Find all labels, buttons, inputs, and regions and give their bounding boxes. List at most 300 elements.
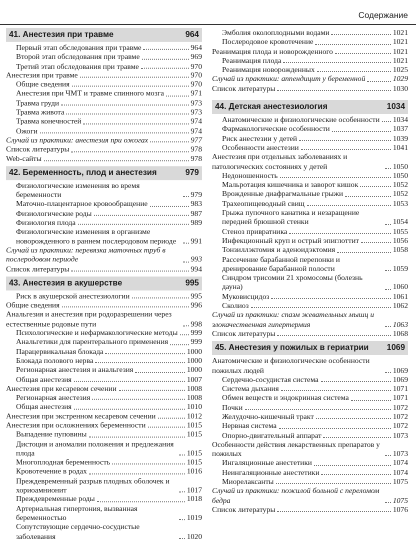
toc-page-number: 1052 bbox=[392, 180, 408, 190]
toc-page-number: 1053 bbox=[392, 198, 408, 208]
toc-entry[interactable] bbox=[6, 181, 202, 199]
toc-page-number: 971 bbox=[190, 89, 202, 99]
dot-leader bbox=[382, 121, 391, 122]
toc-page-number: 1015 bbox=[186, 429, 202, 439]
dot-leader bbox=[276, 483, 391, 484]
toc-entry-title: Стеноз привратника bbox=[222, 226, 288, 236]
dot-leader bbox=[179, 519, 185, 520]
toc-entry-title: Список литературы bbox=[212, 504, 276, 514]
dot-leader bbox=[95, 362, 185, 363]
toc-entry-title: Анестезия при травме bbox=[6, 70, 78, 80]
toc-entry[interactable] bbox=[212, 440, 408, 459]
dot-leader bbox=[112, 464, 185, 465]
toc-entry[interactable] bbox=[6, 145, 202, 154]
chapter-heading-bar[interactable] bbox=[6, 166, 202, 180]
toc-entry-title: Дистоция и аномалии положения и предлежания плода bbox=[16, 439, 174, 458]
toc-entry[interactable] bbox=[6, 71, 202, 80]
dot-leader bbox=[150, 142, 188, 143]
chapter-heading-bar[interactable] bbox=[212, 100, 408, 114]
toc-entry[interactable] bbox=[6, 154, 202, 163]
toc-entry[interactable] bbox=[212, 56, 408, 65]
toc-page-number: 1019 bbox=[186, 513, 202, 523]
dot-leader bbox=[66, 114, 188, 115]
toc-entry[interactable] bbox=[212, 65, 408, 74]
dot-leader bbox=[315, 44, 390, 45]
toc-entry[interactable] bbox=[212, 329, 408, 338]
toc-page-number: 1075 bbox=[392, 477, 408, 487]
dot-leader bbox=[337, 252, 391, 253]
toc-entry-title: Реанимация плода bbox=[222, 55, 282, 65]
toc-page-number: 970 bbox=[190, 79, 202, 89]
toc-page-number: 974 bbox=[190, 116, 202, 126]
toc-page-number: 1071 bbox=[392, 393, 408, 403]
dot-leader bbox=[143, 49, 188, 50]
toc-entry[interactable] bbox=[6, 476, 202, 494]
toc-entry[interactable] bbox=[212, 134, 408, 143]
toc-entry-title: Нервная система bbox=[222, 421, 277, 431]
dot-leader bbox=[89, 436, 185, 437]
toc-entry[interactable] bbox=[212, 393, 408, 402]
toc-entry[interactable] bbox=[212, 171, 408, 180]
chapter-title: 45. Анестезия у пожилых в гериатрии bbox=[215, 343, 369, 353]
toc-entry[interactable] bbox=[6, 264, 202, 273]
toc-entry[interactable] bbox=[212, 124, 408, 133]
dot-leader bbox=[351, 400, 391, 401]
toc-entry-title: Послеродовое кровотечение bbox=[222, 37, 314, 47]
dot-leader bbox=[301, 149, 391, 150]
toc-page-number: 999 bbox=[190, 328, 202, 338]
toc-entry[interactable] bbox=[6, 384, 202, 393]
toc-entry-title: Обмен веществ и эндокринная система bbox=[222, 393, 349, 403]
toc-page-number: 1000 bbox=[186, 365, 202, 375]
dot-leader bbox=[180, 335, 189, 336]
toc-entry-title: Преждевременные роды bbox=[16, 494, 95, 504]
dot-leader bbox=[316, 418, 391, 419]
dot-leader bbox=[119, 390, 185, 391]
dot-leader bbox=[277, 335, 390, 336]
dot-leader bbox=[321, 474, 390, 475]
toc-page-number: 1068 bbox=[392, 328, 408, 338]
dot-leader bbox=[135, 371, 185, 372]
dot-leader bbox=[170, 344, 188, 345]
dot-leader bbox=[183, 243, 189, 244]
toc-entry[interactable] bbox=[6, 227, 202, 245]
toc-entry[interactable] bbox=[212, 227, 408, 236]
toc-entry-title: Мальротация кишечника и заворот кишок bbox=[222, 180, 359, 190]
toc-page-number: 983 bbox=[190, 199, 202, 209]
toc-entry-title: Третий этап обследования при травме bbox=[16, 61, 139, 71]
toc-page-number: 1074 bbox=[392, 467, 408, 477]
toc-entry[interactable] bbox=[6, 393, 202, 402]
dot-leader bbox=[317, 71, 391, 72]
toc-page-number: 974 bbox=[190, 126, 202, 136]
toc-entry[interactable] bbox=[6, 402, 202, 411]
toc-page-number: 1055 bbox=[392, 226, 408, 236]
toc-entry-title: Миорелаксанты bbox=[222, 477, 274, 487]
dot-leader bbox=[385, 270, 391, 271]
toc-entry[interactable] bbox=[212, 245, 408, 254]
header-rule bbox=[0, 24, 416, 25]
toc-entry-title: Общая анестезия bbox=[16, 374, 72, 384]
toc-entry-title: Тонзиллэктомия и аденоидэктомия bbox=[222, 245, 336, 255]
toc-entry-title: Случай из практики: пожилой больной с переломом бедра bbox=[212, 486, 380, 505]
dot-leader bbox=[385, 326, 391, 327]
dot-leader bbox=[92, 399, 185, 400]
dot-leader bbox=[71, 151, 188, 152]
toc-entry[interactable] bbox=[6, 458, 202, 467]
toc-entry-title: Риск в акушерской анестезиологии bbox=[16, 291, 130, 301]
toc-page-number: 1010 bbox=[186, 402, 202, 412]
toc-page-number: 994 bbox=[190, 264, 202, 274]
toc-entry[interactable] bbox=[6, 347, 202, 356]
toc-entry-title: Инфекционный круп и острый эпиглоттит bbox=[222, 235, 360, 245]
toc-entry-title: Список литературы bbox=[6, 144, 70, 154]
toc-page-number: 969 bbox=[190, 52, 202, 62]
toc-entry-title: Первый этап обследования при травме bbox=[16, 42, 142, 52]
toc-page-number: 1056 bbox=[392, 235, 408, 245]
toc-entry[interactable] bbox=[6, 218, 202, 227]
toc-entry[interactable] bbox=[6, 98, 202, 107]
toc-entry-title: Анестезия при ЧМТ и травме спинного мозга bbox=[16, 89, 164, 99]
toc-entry[interactable] bbox=[212, 143, 408, 152]
chapter-heading-bar[interactable] bbox=[6, 276, 202, 290]
toc-entry-title: Анальгетики для парентерального применения bbox=[16, 337, 169, 347]
toc-entry[interactable] bbox=[6, 108, 202, 117]
dot-leader bbox=[279, 428, 391, 429]
toc-entry-title: Грыжа пупочного канатика и незаращение передней брюшной стенки bbox=[222, 208, 360, 227]
dot-leader bbox=[332, 131, 391, 132]
toc-entry-title: Реанимация плода и новорожденного bbox=[212, 46, 333, 56]
toc-entry[interactable] bbox=[6, 338, 202, 347]
dot-leader bbox=[183, 261, 189, 262]
dot-leader bbox=[245, 409, 391, 410]
toc-column-right bbox=[212, 28, 408, 517]
dot-leader bbox=[148, 427, 185, 428]
toc-page-number: 1058 bbox=[392, 245, 408, 255]
toc-entry[interactable] bbox=[212, 37, 408, 46]
toc-entry[interactable] bbox=[212, 468, 408, 477]
toc-case-entry[interactable] bbox=[6, 246, 202, 264]
toc-entry-title: Сердечно-сосудистая система bbox=[222, 374, 319, 384]
toc-entry[interactable] bbox=[212, 199, 408, 208]
dot-leader bbox=[385, 372, 391, 373]
toc-page-number: 1015 bbox=[186, 420, 202, 430]
dot-leader bbox=[83, 123, 188, 124]
toc-entry[interactable] bbox=[212, 189, 408, 198]
toc-entry[interactable] bbox=[6, 89, 202, 98]
chapter-page-number: 995 bbox=[185, 278, 199, 288]
chapter-page-number: 979 bbox=[185, 168, 199, 177]
toc-page-number: 1021 bbox=[392, 46, 408, 56]
dot-leader bbox=[271, 298, 391, 299]
toc-entry-title: Случай из практики: спазм жевательных мышц и злокачественная гипертермия bbox=[212, 310, 375, 329]
toc-entry[interactable] bbox=[6, 467, 202, 476]
toc-case-entry[interactable] bbox=[212, 310, 408, 329]
toc-entry-title: Парацервикальная блокада bbox=[16, 346, 104, 356]
toc-entry[interactable] bbox=[212, 28, 408, 37]
chapter-title: 42. Беременность, плод и анестезия bbox=[9, 168, 157, 177]
dot-leader bbox=[89, 473, 185, 474]
toc-page-number: 998 bbox=[190, 319, 202, 328]
toc-page-number: 1018 bbox=[186, 494, 202, 504]
toc-entry-title: Список литературы bbox=[6, 264, 70, 274]
toc-entry[interactable] bbox=[212, 47, 408, 56]
toc-page-number: 1016 bbox=[186, 466, 202, 476]
toc-entry[interactable] bbox=[212, 421, 408, 430]
toc-entry-title: Регионарная анестезия и анальгезия bbox=[16, 365, 134, 375]
toc-entry[interactable] bbox=[212, 412, 408, 421]
toc-page-number: 1073 bbox=[392, 430, 408, 440]
toc-entry-title: Особенности анестезии bbox=[222, 142, 299, 152]
toc-entry-title: Реанимация новорожденных bbox=[222, 65, 315, 75]
toc-page-number: 978 bbox=[190, 153, 202, 163]
toc-entry[interactable] bbox=[212, 356, 408, 375]
toc-entry-title: Синдром трисомии 21 хромосомы (болезнь дауна) bbox=[222, 273, 363, 292]
toc-entry-title: Сопутствующие сердечно-сосудистые заболевания bbox=[16, 522, 140, 541]
dot-leader bbox=[105, 353, 184, 354]
toc-page-number: 1020 bbox=[186, 531, 202, 541]
toc-page-number: 1071 bbox=[392, 384, 408, 394]
toc-entry-title: Ожоги bbox=[16, 126, 38, 136]
dot-leader bbox=[360, 186, 391, 187]
dot-leader bbox=[345, 196, 391, 197]
toc-entry-title: Анестезия при осложнениях беременности bbox=[6, 420, 146, 430]
toc-page-number: 1034 bbox=[392, 115, 408, 125]
toc-entry[interactable] bbox=[6, 80, 202, 89]
toc-chapter bbox=[6, 276, 202, 540]
toc-entry[interactable] bbox=[212, 477, 408, 486]
dot-leader bbox=[321, 381, 391, 382]
toc-entry[interactable] bbox=[212, 403, 408, 412]
toc-entry-title: Опорно-двигательный аппарат bbox=[222, 430, 322, 440]
dot-leader bbox=[80, 77, 189, 78]
chapter-page-number: 1034 bbox=[386, 102, 405, 112]
running-header bbox=[0, 10, 416, 24]
toc-entry[interactable] bbox=[6, 61, 202, 70]
dot-leader bbox=[299, 140, 391, 141]
toc-entry[interactable] bbox=[212, 431, 408, 440]
toc-entry-title: Недоношенность bbox=[222, 170, 278, 180]
toc-entry-title: Артериальная гипертония, вызванная беременностью bbox=[16, 503, 138, 523]
toc-entry-title: Анестезия при экстренном кесаревом сечении bbox=[6, 411, 156, 421]
toc-page-number: 973 bbox=[190, 107, 202, 117]
toc-column-left bbox=[6, 28, 202, 544]
toc-case-entry[interactable] bbox=[6, 135, 202, 144]
toc-entry[interactable] bbox=[6, 374, 202, 383]
toc-entry-title: Неингаляционные анестетики bbox=[222, 467, 320, 477]
toc-page-number: 1063 bbox=[392, 319, 408, 329]
toc-entry[interactable] bbox=[6, 504, 202, 522]
toc-entry-title: Анатомические и физиологические особенности bbox=[222, 115, 380, 125]
toc-page-number: 1072 bbox=[392, 421, 408, 431]
toc-page-number: 1072 bbox=[392, 402, 408, 412]
toc-page-number: 1061 bbox=[392, 291, 408, 301]
toc-entry[interactable] bbox=[6, 439, 202, 457]
toc-page-number: 1076 bbox=[392, 504, 408, 514]
toc-entry[interactable] bbox=[212, 115, 408, 124]
toc-page-number: 1069 bbox=[392, 374, 408, 384]
toc-page-number: 1000 bbox=[186, 355, 202, 365]
chapter-heading-bar[interactable] bbox=[6, 28, 202, 42]
chapter-page-number: 964 bbox=[185, 29, 199, 39]
toc-page-number: 977 bbox=[190, 135, 202, 145]
toc-entry-title: Анестезия при кесаревом сечении bbox=[6, 383, 117, 393]
toc-page-number: 993 bbox=[190, 254, 202, 264]
toc-page-number: 1052 bbox=[392, 189, 408, 199]
toc-entry-title: Врожденные диафрагмальные грыжи bbox=[222, 189, 344, 199]
toc-page-number: 978 bbox=[190, 144, 202, 154]
toc-entry-title: Травма груди bbox=[16, 98, 60, 108]
toc-entry-title: Риск анестезии у детей bbox=[222, 133, 298, 143]
dot-leader bbox=[361, 242, 391, 243]
toc-entry[interactable] bbox=[212, 292, 408, 301]
toc-entry-title: Физиологические изменения во время беременности bbox=[16, 180, 140, 200]
toc-page-number: 1060 bbox=[392, 282, 408, 292]
dot-leader bbox=[150, 206, 189, 207]
toc-entry[interactable] bbox=[6, 301, 202, 310]
dot-leader bbox=[307, 205, 391, 206]
toc-entry[interactable] bbox=[6, 291, 202, 300]
toc-entry-title: Травма конечностей bbox=[16, 116, 82, 126]
toc-entry-title: Блокада полового нерва bbox=[16, 355, 94, 365]
toc-page-number: 1041 bbox=[392, 142, 408, 152]
toc-page-number: 1021 bbox=[392, 37, 408, 47]
toc-entry-title: Желудочно-кишечный тракт bbox=[222, 411, 314, 421]
toc-page-number: 1030 bbox=[392, 83, 408, 93]
toc-entry[interactable] bbox=[6, 365, 202, 374]
toc-entry-title: Случай из практики: аппендицит у беременной bbox=[212, 74, 366, 84]
toc-entry[interactable] bbox=[6, 43, 202, 52]
toc-entry[interactable] bbox=[6, 421, 202, 430]
toc-entry-title: Эмболия околоплодными водами bbox=[222, 28, 330, 37]
toc-chapter bbox=[6, 166, 202, 273]
dot-leader bbox=[385, 224, 391, 225]
toc-entry[interactable] bbox=[6, 356, 202, 365]
dot-leader bbox=[158, 418, 185, 419]
dot-leader bbox=[335, 53, 391, 54]
toc-entry[interactable] bbox=[6, 411, 202, 420]
toc-entry[interactable] bbox=[6, 117, 202, 126]
dot-leader bbox=[277, 90, 390, 91]
toc-entry[interactable] bbox=[6, 126, 202, 135]
toc-entry[interactable] bbox=[6, 495, 202, 504]
toc-entry[interactable] bbox=[212, 458, 408, 467]
toc-entry-title: Список литературы bbox=[212, 83, 276, 93]
toc-entry[interactable] bbox=[212, 384, 408, 393]
dot-leader bbox=[44, 160, 189, 161]
toc-chapter bbox=[212, 100, 408, 338]
toc-entry[interactable] bbox=[6, 199, 202, 208]
toc-page-number: 1050 bbox=[392, 170, 408, 180]
toc-page-number: 1062 bbox=[392, 301, 408, 311]
toc-entry[interactable] bbox=[6, 310, 202, 328]
toc-page-number: 987 bbox=[190, 208, 202, 218]
toc-entry[interactable] bbox=[212, 84, 408, 93]
toc-entry-title: Общие сведения bbox=[6, 300, 60, 310]
toc-entry-title: Список литературы bbox=[212, 328, 276, 338]
toc-page-number: 979 bbox=[190, 190, 202, 200]
toc-entry-title: Система дыхания bbox=[222, 384, 279, 394]
dot-leader bbox=[314, 465, 391, 466]
dot-leader bbox=[277, 511, 390, 512]
chapter-title: 43. Анестезия в акушерстве bbox=[9, 278, 123, 288]
dot-leader bbox=[251, 307, 391, 308]
toc-entry[interactable] bbox=[212, 301, 408, 310]
toc-page-number: 973 bbox=[190, 98, 202, 108]
toc-case-entry[interactable] bbox=[212, 74, 408, 83]
running-header-title: Содержание bbox=[358, 10, 408, 20]
toc-page-number: 1075 bbox=[392, 495, 408, 505]
dot-leader bbox=[289, 233, 391, 234]
toc-entry[interactable] bbox=[212, 208, 408, 227]
toc-page-number: 964 bbox=[190, 42, 202, 52]
toc-case-entry[interactable] bbox=[212, 486, 408, 505]
toc-page-number: 1039 bbox=[392, 133, 408, 143]
dot-leader bbox=[385, 289, 391, 290]
dot-leader bbox=[74, 381, 185, 382]
toc-page-number: 1012 bbox=[186, 411, 202, 421]
toc-entry-title: Второй этап обследования при травме bbox=[16, 52, 140, 62]
dot-leader bbox=[179, 455, 185, 456]
dot-leader bbox=[71, 270, 188, 271]
toc-entry[interactable] bbox=[6, 430, 202, 439]
dot-leader bbox=[183, 325, 189, 326]
toc-entry-title: Регионарная анестезия bbox=[16, 392, 91, 402]
dot-leader bbox=[97, 501, 185, 502]
dot-leader bbox=[132, 298, 189, 299]
toc-entry[interactable] bbox=[6, 328, 202, 337]
toc-page-number: 1000 bbox=[186, 346, 202, 356]
dot-leader bbox=[142, 58, 189, 59]
toc-entry-title: Почки bbox=[222, 402, 243, 412]
toc-entry-title: Ингаляционные анестетики bbox=[222, 458, 312, 468]
toc-entry-title: Общие сведения bbox=[16, 79, 70, 89]
toc-entry[interactable] bbox=[212, 152, 408, 171]
dot-leader bbox=[74, 408, 185, 409]
toc-entry[interactable] bbox=[6, 522, 202, 540]
toc-entry[interactable] bbox=[212, 375, 408, 384]
toc-entry-title: Трахеопищеводный свищ bbox=[222, 198, 305, 208]
toc-page-number: 1029 bbox=[392, 74, 408, 84]
toc-entry[interactable] bbox=[212, 255, 408, 274]
toc-entry[interactable] bbox=[6, 52, 202, 61]
toc-page-number: 991 bbox=[190, 236, 202, 246]
toc-entry-title: Травма живота bbox=[16, 107, 65, 117]
dot-leader bbox=[179, 538, 185, 539]
toc-entry[interactable] bbox=[6, 209, 202, 218]
toc-page-number: 999 bbox=[190, 337, 202, 347]
toc-entry-title: Кровотечение в родах bbox=[16, 466, 87, 476]
toc-entry-title: Случай из практики: перевязка маточных труб в послеродовом периоде bbox=[6, 245, 166, 264]
toc-page-number: 1021 bbox=[392, 28, 408, 37]
toc-entry-title: Физиологические роды bbox=[16, 208, 92, 218]
toc-entry[interactable] bbox=[212, 236, 408, 245]
toc-page-number: 1017 bbox=[186, 485, 202, 495]
toc-entry-title: Физиологические изменения в организме новорожденного в раннем послеродовом периоде bbox=[16, 227, 177, 246]
toc-entry-title: Выпадение пуповины bbox=[16, 429, 87, 439]
toc-page-number: 1008 bbox=[186, 383, 202, 393]
toc-entry-title: Физиология плода bbox=[16, 217, 76, 227]
toc-entry-title: Многоплодная беременность bbox=[16, 457, 111, 467]
toc-entry[interactable] bbox=[212, 505, 408, 514]
dot-leader bbox=[40, 132, 189, 133]
toc-page-number: 1074 bbox=[392, 458, 408, 468]
toc-entry-title: Особенности действия лекарственных препаратов у пожилых bbox=[212, 439, 380, 459]
toc-entry[interactable] bbox=[212, 273, 408, 292]
chapter-heading-bar[interactable] bbox=[212, 341, 408, 355]
toc-entry[interactable] bbox=[212, 180, 408, 189]
toc-page-number: 970 bbox=[190, 61, 202, 71]
